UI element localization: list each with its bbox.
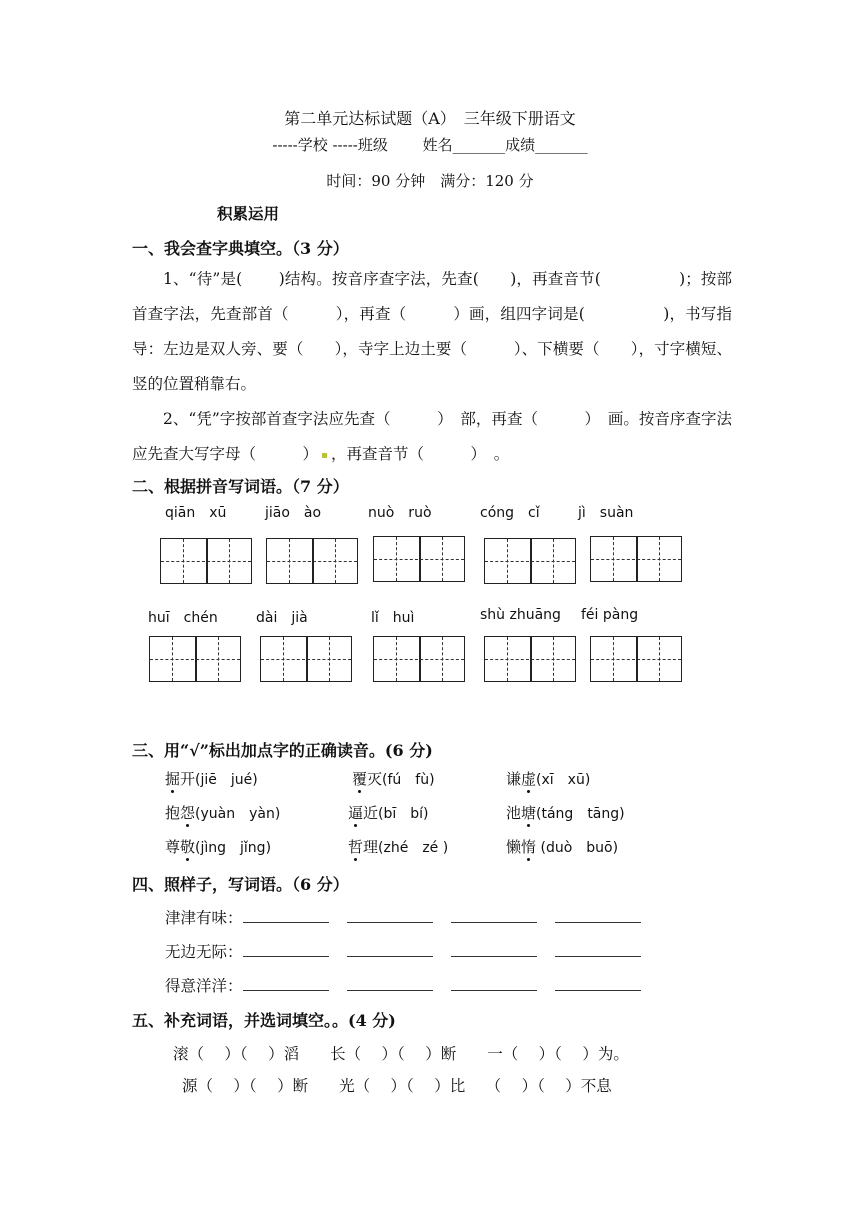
part-heading: 积累运用 [217, 204, 280, 223]
writing-grid[interactable] [484, 636, 576, 682]
q1-p2-text: 2、“凭”字按部首查字法应先查（ ） 部，再查（ ） 画。按音序查字法应先查大写字母（ ） [132, 410, 732, 463]
writing-grid[interactable] [373, 636, 465, 682]
idiom-line-2: 源（ ）（ ）断 光（ ）（ ）比 （ ）（ ）不息 [182, 1077, 612, 1095]
writing-grid[interactable] [266, 538, 358, 584]
pattern-row: 得意洋洋： [165, 974, 659, 996]
highlight-mark [322, 453, 327, 458]
reading-item: 哲理(zhé zé ) [348, 838, 449, 856]
reading-item: 谦虚(xī xū) [506, 770, 591, 788]
q1-body [132, 262, 732, 472]
writing-grid[interactable] [160, 538, 252, 584]
pinyin-label: dài jià [256, 610, 308, 626]
writing-grid[interactable] [484, 538, 576, 584]
writing-grid[interactable] [373, 536, 465, 582]
reading-item: 覆灭(fú fù) [352, 770, 435, 788]
pinyin-label: jiāo ào [265, 505, 322, 521]
pinyin-label: qiān xū [165, 505, 227, 521]
reading-item: 池塘(táng tāng) [506, 804, 625, 822]
pinyin-label: nuò ruò [368, 505, 432, 521]
q2-heading: 二、根据拼音写词语。（7 分） [132, 477, 349, 496]
pattern-row: 无边无际： [165, 940, 659, 962]
q4-heading: 四、照样子，写词语。（6 分） [132, 875, 349, 894]
writing-grid[interactable] [590, 536, 682, 582]
reading-item: 尊敬(jìng jǐng) [165, 838, 272, 856]
pinyin-label: féi pàng [581, 607, 639, 623]
q1-paragraph-2 [132, 402, 732, 472]
pinyin-label: lǐ huì [371, 610, 415, 626]
reading-item: 掘开(jiē jué) [165, 770, 258, 788]
reading-item: 抱怨(yuàn yàn) [165, 804, 281, 822]
reading-item: 逼近(bī bí) [348, 804, 429, 822]
reading-item: 懒惰 (duò buō) [506, 838, 619, 856]
pinyin-label: huī chén [148, 610, 218, 626]
time-score-line: 时间：90 分钟 满分：120 分 [326, 172, 534, 190]
pinyin-label: jì suàn [578, 505, 634, 521]
q1-p2-tail: ，再查音节（ ） 。 [331, 445, 510, 463]
pinyin-label: shù zhuāng [480, 607, 561, 623]
q3-heading: 三、用“√”标出加点字的正确读音。(6 分) [132, 741, 433, 760]
pattern-row: 津津有味： [165, 906, 659, 928]
idiom-line-1: 滚（ ）（ ）滔 长（ ）（ ）断 一（ ）（ ）为。 [173, 1045, 629, 1063]
page-title: 第二单元达标试题（A） 三年级下册语文 [284, 109, 576, 128]
writing-grid[interactable] [260, 636, 352, 682]
q5-heading: 五、补充词语，并选词填空。。(4 分) [132, 1011, 396, 1030]
writing-grid[interactable] [149, 636, 241, 682]
writing-grid[interactable] [590, 636, 682, 682]
q1-heading: 一、我会查字典填空。（3 分） [132, 239, 349, 258]
q1-paragraph-1: 1、“待”是( )结构。按音序查字法，先查( )，再查音节( )；按部首查字法，先查部首（ ），再查（ ）画，组四字词是( )，书写指导：左边是双人旁、要（ ），寺字上边土要（ ）、下横要（ ），寸字横短、竖的位置稍靠右。 [132, 270, 732, 393]
student-info-line: -----学校 -----班级 姓名_______成绩_______ [272, 136, 588, 154]
pinyin-label: cóng cǐ [480, 505, 540, 521]
